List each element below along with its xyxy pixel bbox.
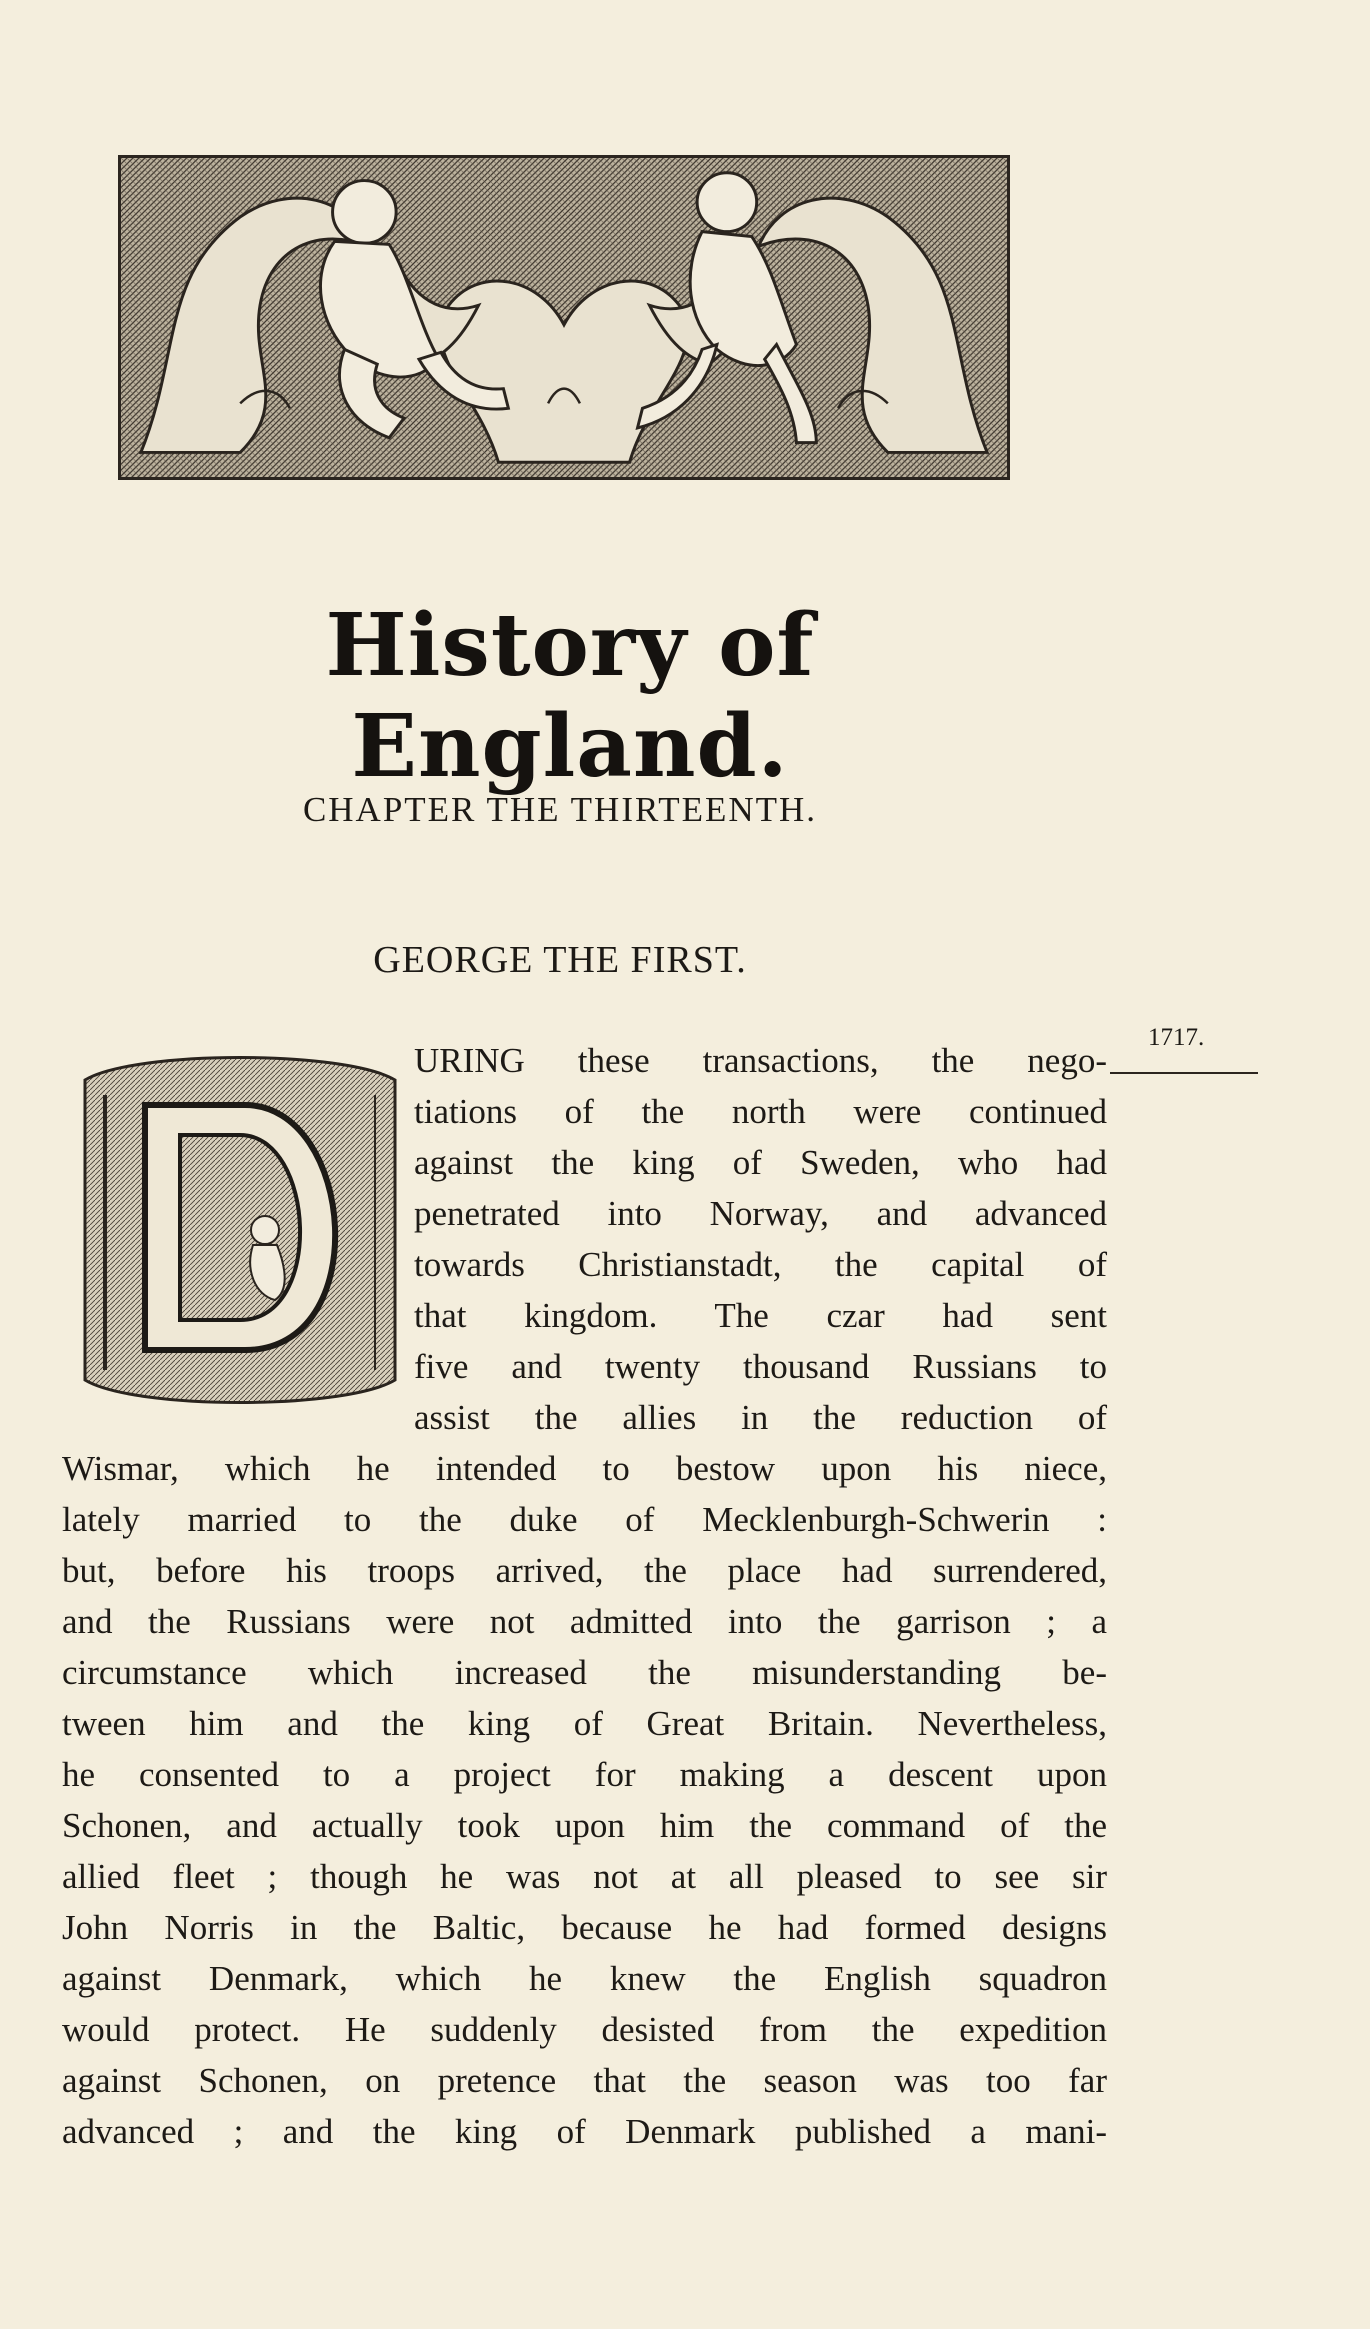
text-line: John Norris in the Baltic, because he had formed designs <box>62 1908 1107 1947</box>
text-line: tween him and the king of Great Britain. Nevertheless, <box>62 1704 1107 1743</box>
text-line: Wismar, which he intended to bestow upon his niece, <box>62 1449 1107 1488</box>
reign-heading: GEORGE THE FIRST. <box>373 939 747 981</box>
text-line: five and twenty thousand Russians to <box>414 1347 1107 1386</box>
margin-year-note: 1717. <box>1148 1024 1205 1051</box>
chapter-heading: CHAPTER THE THIRTEENTH. <box>302 790 818 829</box>
text-line: and the Russians were not admitted into the garrison ; a <box>62 1602 1107 1641</box>
text-line: assist the allies in the reduction of <box>414 1398 1107 1437</box>
text-line: URING these transactions, the nego- <box>414 1041 1107 1080</box>
cherubs-foliage-illustration <box>121 158 1007 477</box>
text-line: against Denmark, which he knew the English squadron <box>62 1959 1107 1998</box>
text-line: Schonen, and actually took upon him the command of the <box>62 1806 1107 1845</box>
text-line: that kingdom. The czar had sent <box>414 1296 1107 1335</box>
text-line: lately married to the duke of Mecklenburgh-Schwerin : <box>62 1500 1107 1539</box>
text-line: tiations of the north were continued <box>414 1092 1107 1131</box>
text-line: he consented to a project for making a descent upon <box>62 1755 1107 1794</box>
text-line: advanced ; and the king of Denmark published a mani- <box>62 2112 1107 2151</box>
text-line: against the king of Sweden, who had <box>414 1143 1107 1182</box>
text-line: but, before his troops arrived, the place had surrendered, <box>62 1551 1107 1590</box>
body-paragraph <box>62 1035 1107 2157</box>
text-line: against Schonen, on pretence that the season was too far <box>62 2061 1107 2100</box>
decorative-headpiece-engraving <box>118 155 1010 480</box>
text-line: would protect. He suddenly desisted from the expedition <box>62 2010 1107 2049</box>
text-line: penetrated into Norway, and advanced <box>414 1194 1107 1233</box>
text-line: circumstance which increased the misunderstanding be- <box>62 1653 1107 1692</box>
text-line: towards Christianstadt, the capital of <box>414 1245 1107 1284</box>
text-line: allied fleet ; though he was not at all pleased to see sir <box>62 1857 1107 1896</box>
book-title: History of England. <box>325 595 815 797</box>
margin-rule <box>1110 1072 1258 1074</box>
